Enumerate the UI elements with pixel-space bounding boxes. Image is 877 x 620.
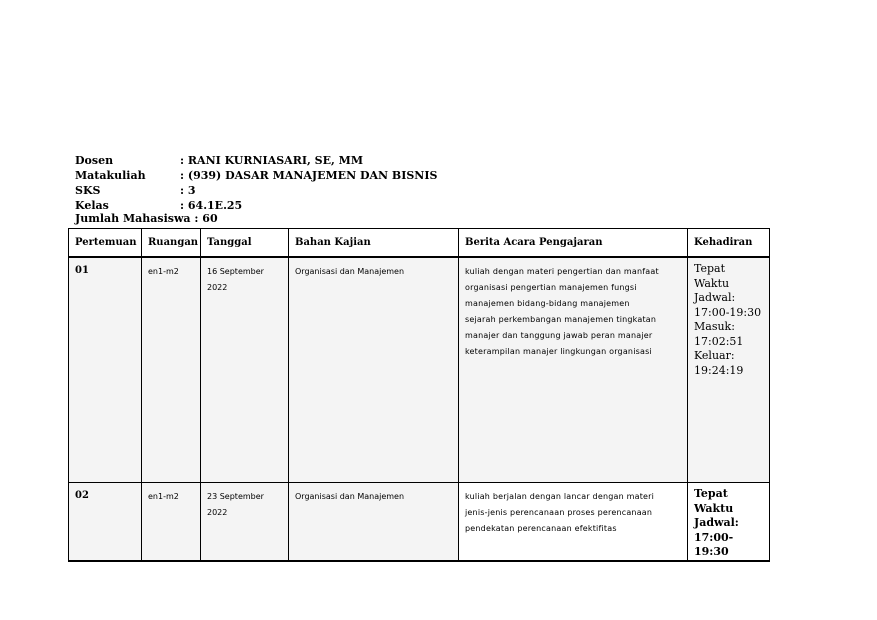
berita-line: organisasi pengertian manajemen fungsi bbox=[465, 283, 637, 292]
course-info bbox=[75, 153, 438, 225]
jumlah-mahasiswa: Jumlah Mahasiswa : 60 bbox=[75, 212, 218, 225]
tanggal-cell bbox=[201, 483, 289, 561]
bahan-kajian-cell: Organisasi dan Manajemen bbox=[289, 257, 459, 483]
tanggal-day: 23 September bbox=[207, 492, 264, 501]
berita-line: pendekatan perencanaan efektifitas bbox=[465, 524, 617, 533]
berita-line: manajer dan tanggung jawab peran manajer bbox=[465, 331, 653, 340]
kehadiran-line: Masuk: bbox=[694, 320, 735, 333]
kehadiran-line: 17:00-19:30 bbox=[694, 530, 734, 558]
dosen-value: : RANI KURNIASARI, SE, MM bbox=[180, 154, 363, 167]
kehadiran-line: Tepat Waktu bbox=[694, 487, 734, 515]
berita-acara-cell bbox=[459, 257, 688, 483]
table-row bbox=[69, 483, 770, 561]
pertemuan-cell: 01 bbox=[69, 257, 142, 483]
berita-acara-cell bbox=[459, 483, 688, 561]
col-header-pertemuan: Pertemuan bbox=[69, 229, 142, 258]
kehadiran-line: 17:00-19:30 bbox=[694, 305, 762, 319]
tanggal-day: 16 September bbox=[207, 267, 264, 276]
table-header-row bbox=[69, 229, 770, 258]
berita-line: jenis-jenis perencanaan proses perencanaan bbox=[465, 508, 653, 517]
kelas-value: : 64.1E.25 bbox=[180, 199, 243, 212]
matakuliah-value: : (939) DASAR MANAJEMEN DAN BISNIS bbox=[180, 169, 438, 182]
pertemuan-cell: 02 bbox=[69, 483, 142, 561]
kehadiran-line: Jadwal: bbox=[694, 291, 736, 304]
matakuliah-row bbox=[75, 168, 438, 183]
tanggal-cell bbox=[201, 257, 289, 483]
ruangan-cell: en1-m2 bbox=[142, 483, 201, 561]
berita-line: kuliah berjalan dengan lancar dengan materi bbox=[465, 492, 655, 501]
col-header-berita-acara: Berita Acara Pengajaran bbox=[459, 229, 688, 258]
matakuliah-label: Matakuliah bbox=[75, 169, 146, 182]
col-header-ruangan: Ruangan bbox=[142, 229, 201, 258]
kelas-row bbox=[75, 198, 243, 213]
berita-line: sejarah perkembangan manajemen tingkatan bbox=[465, 315, 657, 324]
kehadiran-line: Jadwal: bbox=[694, 516, 739, 529]
col-header-bahan-kajian: Bahan Kajian bbox=[289, 229, 459, 258]
sks-row bbox=[75, 183, 218, 198]
kehadiran-line: 19:24:19 bbox=[694, 363, 744, 377]
kehadiran-line: Keluar: bbox=[694, 349, 735, 362]
kehadiran-cell bbox=[688, 483, 770, 561]
berita-line: manajemen bidang-bidang manajemen bbox=[465, 299, 630, 308]
col-header-tanggal: Tanggal bbox=[201, 229, 289, 258]
berita-line: kuliah dengan materi pengertian dan manfaat bbox=[465, 267, 659, 276]
sks-label: SKS bbox=[75, 184, 101, 197]
dosen-label: Dosen bbox=[75, 154, 114, 167]
attendance-table bbox=[68, 228, 770, 562]
kehadiran-line: Tepat Waktu bbox=[694, 262, 730, 290]
table-row bbox=[69, 257, 770, 483]
kehadiran-line: 17:02:51 bbox=[694, 334, 744, 348]
sks-value: : 3 bbox=[180, 184, 196, 197]
col-header-kehadiran: Kehadiran bbox=[688, 229, 770, 258]
dosen-row bbox=[75, 153, 363, 168]
kehadiran-cell bbox=[688, 257, 770, 483]
berita-line: keterampilan manajer lingkungan organisasi bbox=[465, 347, 652, 356]
kelas-label: Kelas bbox=[75, 199, 109, 212]
tanggal-year: 2022 bbox=[207, 508, 228, 517]
tanggal-year: 2022 bbox=[207, 283, 228, 292]
bahan-kajian-cell: Organisasi dan Manajemen bbox=[289, 483, 459, 561]
jumlah-row bbox=[75, 213, 218, 225]
ruangan-cell: en1-m2 bbox=[142, 257, 201, 483]
